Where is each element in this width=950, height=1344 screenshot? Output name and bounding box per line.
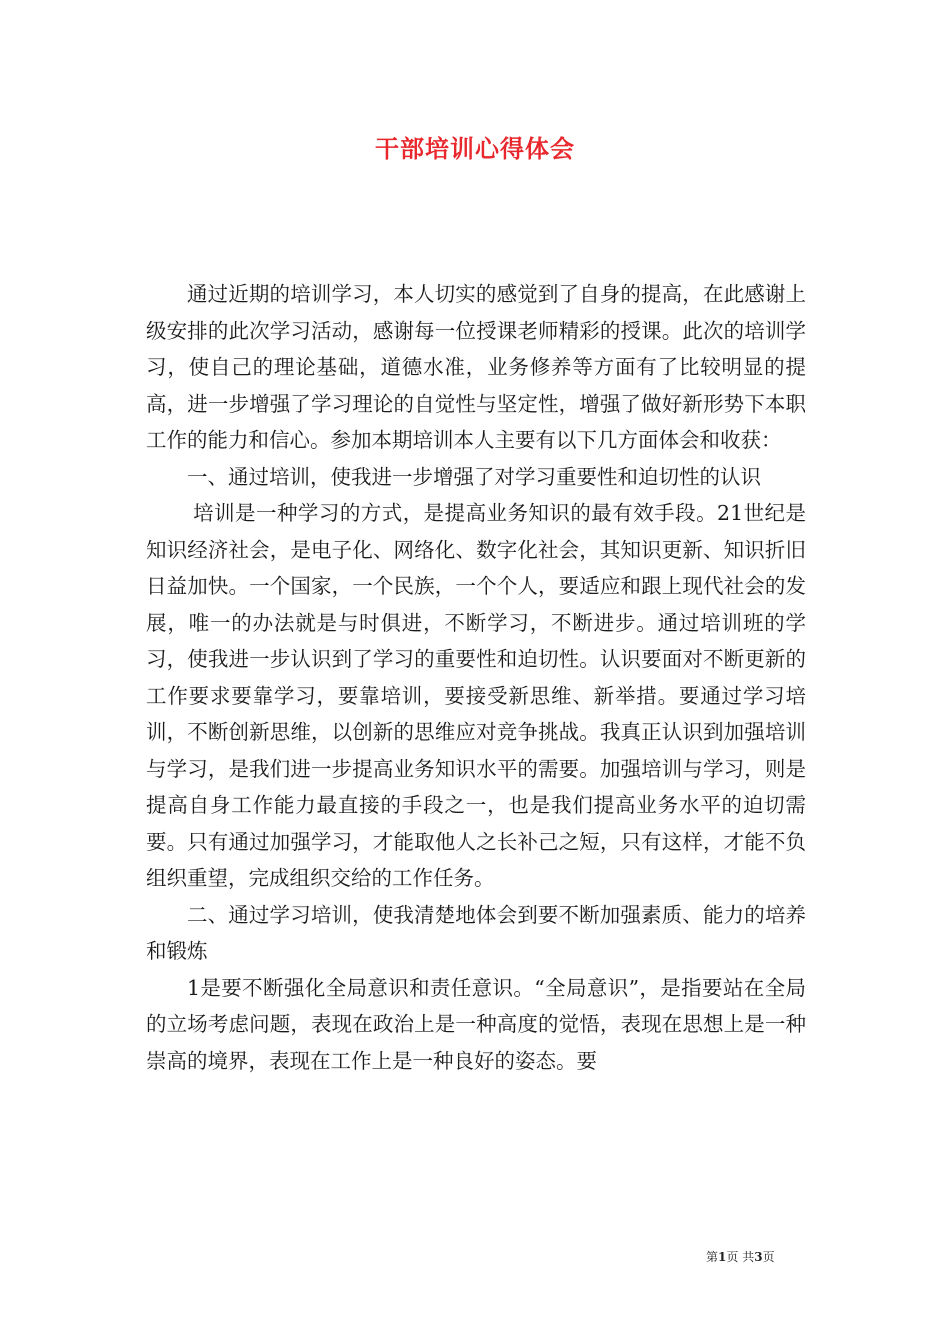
document-body: [146, 276, 806, 1079]
document-title: 干部培训心得体会: [375, 134, 575, 163]
page-suffix: 页: [762, 1250, 775, 1264]
current-page-number: 1: [718, 1250, 727, 1264]
total-pages-number: 3: [754, 1250, 763, 1264]
paragraph-section-1: 培训是一种学习的方式，是提高业务知识的最有效手段。21世纪是知识经济社会，是电子化、网络化、数字化社会，其知识更新、知识折旧日益加快。一个国家，一个民族，一个个人，要适应和跟上现代社会的发展，唯一的办法就是与时俱进，不断学习，不断进步。通过培训班的学习，使我进一步认识到了学习的重要性和迫切性。认识要面对不断更新的工作要求要靠学习，要靠培训，要接受新思维、新举措。要通过学习培训，不断创新思维，以创新的思维应对竞争挑战。我真正认识到加强培训与学习，是我们进一步提高业务知识水平的需要。加强培训与学习，则是提高自身工作能力最直接的手段之一，也是我们提高业务水平的迫切需要。只有通过加强学习，才能取他人之长补己之短，只有这样，才能不负组织重望，完成组织交给的工作任务。: [146, 501, 806, 890]
page-prefix: 第: [706, 1250, 719, 1264]
paragraph-point-1: 1是要不断强化全局意识和责任意识。“全局意识”，是指要站在全局的立场考虑问题，表现在政治上是一种高度的觉悟，表现在思想上是一种崇高的境界，表现在工作上是一种良好的姿态。要: [146, 975, 806, 1073]
section-heading-1: 一、通过培训，使我进一步增强了对学习重要性和迫切性的认识: [187, 464, 761, 489]
section-heading-2: 二、通过学习培训，使我清楚地体会到要不断加强素质、能力的培养和锻炼: [146, 902, 806, 963]
page-mid: 页 共: [726, 1250, 755, 1264]
page-number-footer: [706, 1249, 816, 1265]
paragraph-intro: 通过近期的培训学习，本人切实的感觉到了自身的提高，在此感谢上级安排的此次学习活动，感谢每一位授课老师精彩的授课。此次的培训学习，使自己的理论基础，道德水准，业务修养等方面有了比较明显的提高，进一步增强了学习理论的自觉性与坚定性，增强了做好新形势下本职工作的能力和信心。参加本期培训本人主要有以下几方面体会和收获：: [146, 282, 806, 452]
